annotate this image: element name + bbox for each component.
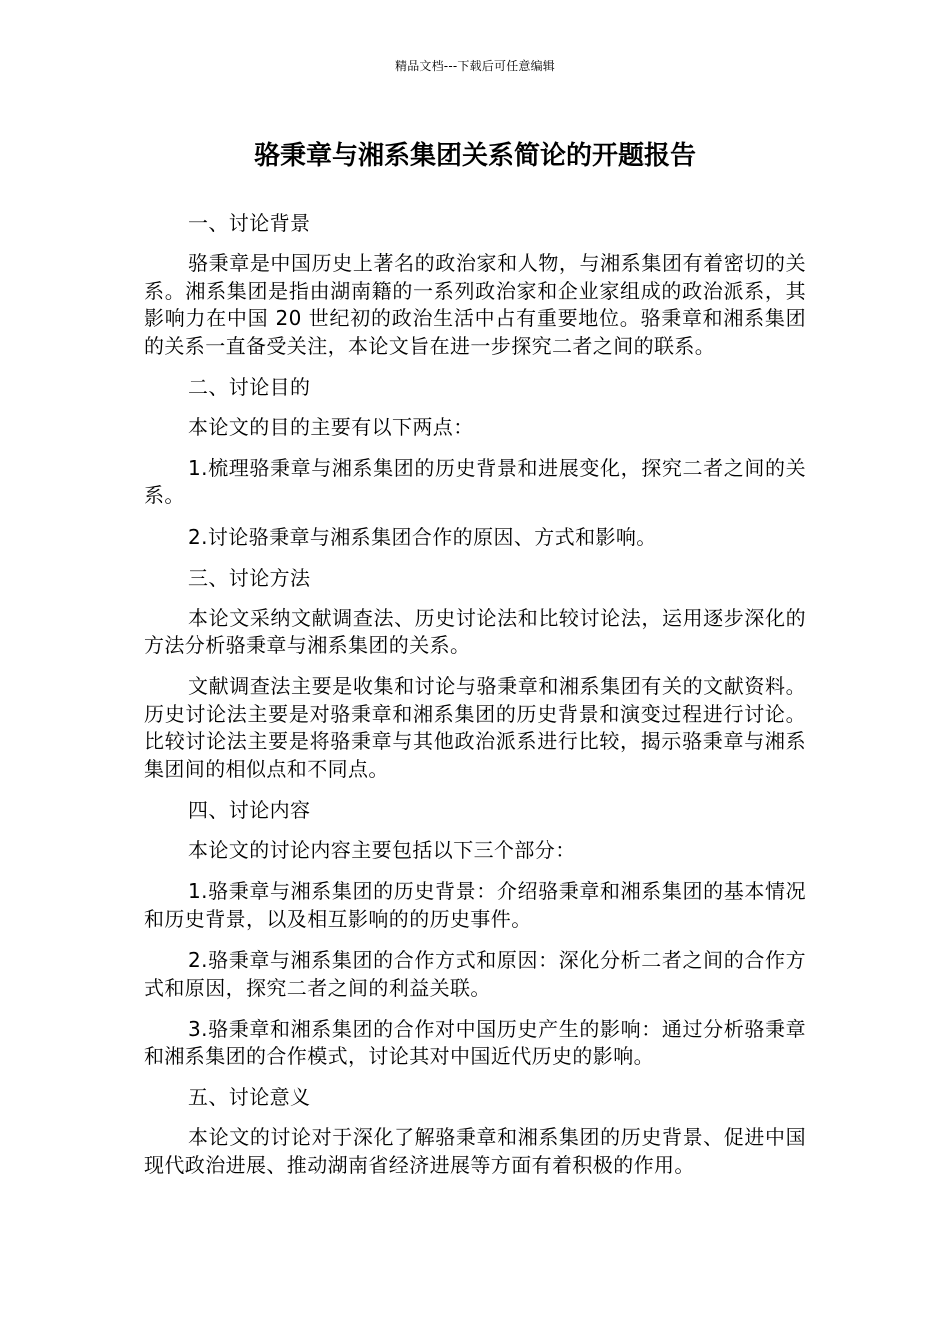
paragraph-content-item-2: 2.骆秉章与湘系集团的合作方式和原因：深化分析二者之间的合作方式和原因，探究二者之间的利益关联。 [144,948,806,1000]
section-heading-method: 三、讨论方法 [188,565,311,590]
paragraph-method-detail: 文献调查法主要是收集和讨论与骆秉章和湘系集团有关的文献资料。历史讨论法主要是对骆秉章和湘系集团的历史背景和演变过程进行讨论。比较讨论法主要是将骆秉章与其他政治派系进行比较，揭示骆秉章与湘系集团间的相似点和不同点。 [144,674,806,781]
section-heading-purpose: 二、讨论目的 [188,374,311,399]
section-heading-significance: 五、讨论意义 [188,1085,311,1110]
paragraph-method-intro: 本论文采纳文献调查法、历史讨论法和比较讨论法，运用逐步深化的方法分析骆秉章与湘系集团的关系。 [144,605,806,658]
document-body [144,210,806,1193]
section-heading-content: 四、讨论内容 [188,798,311,823]
header-note: 精品文档---下载后可任意编辑 [395,59,555,73]
paragraph-purpose-item-2: 2.讨论骆秉章与湘系集团合作的原因、方式和影响。 [188,524,657,549]
document-title: 骆秉章与湘系集团关系简论的开题报告 [253,141,696,171]
paragraph-content-item-1: 1.骆秉章与湘系集团的历史背景：介绍骆秉章和湘系集团的基本情况和历史背景，以及相互影响的的历史事件。 [144,879,806,931]
section-heading-background: 一、讨论背景 [188,211,311,235]
paragraph-significance: 本论文的讨论对于深化了解骆秉章和湘系集团的历史背景、促进中国现代政治进展、推动湖南省经济进展等方面有着积极的作用。 [144,1125,806,1177]
paragraph-purpose-item-1: 1.梳理骆秉章与湘系集团的历史背景和进展变化，探究二者之间的关系。 [144,455,806,508]
paragraph-content-item-3: 3.骆秉章和湘系集团的合作对中国历史产生的影响：通过分析骆秉章和湘系集团的合作模式，讨论其对中国近代历史的影响。 [144,1016,806,1069]
paragraph-background: 骆秉章是中国历史上著名的政治家和人物，与湘系集团有着密切的关系。湘系集团是指由湖南籍的一系列政治家和企业家组成的政治派系，其影响力在中国 20 世纪初的政治生活中占有重要地位。骆秉章和湘系集团的关系一直备受关注，本论文旨在进一步探究二者之间的联系。 [144,251,806,358]
paragraph-content-intro: 本论文的讨论内容主要包括以下三个部分： [188,838,576,863]
paragraph-purpose-intro: 本论文的目的主要有以下两点： [188,414,474,439]
